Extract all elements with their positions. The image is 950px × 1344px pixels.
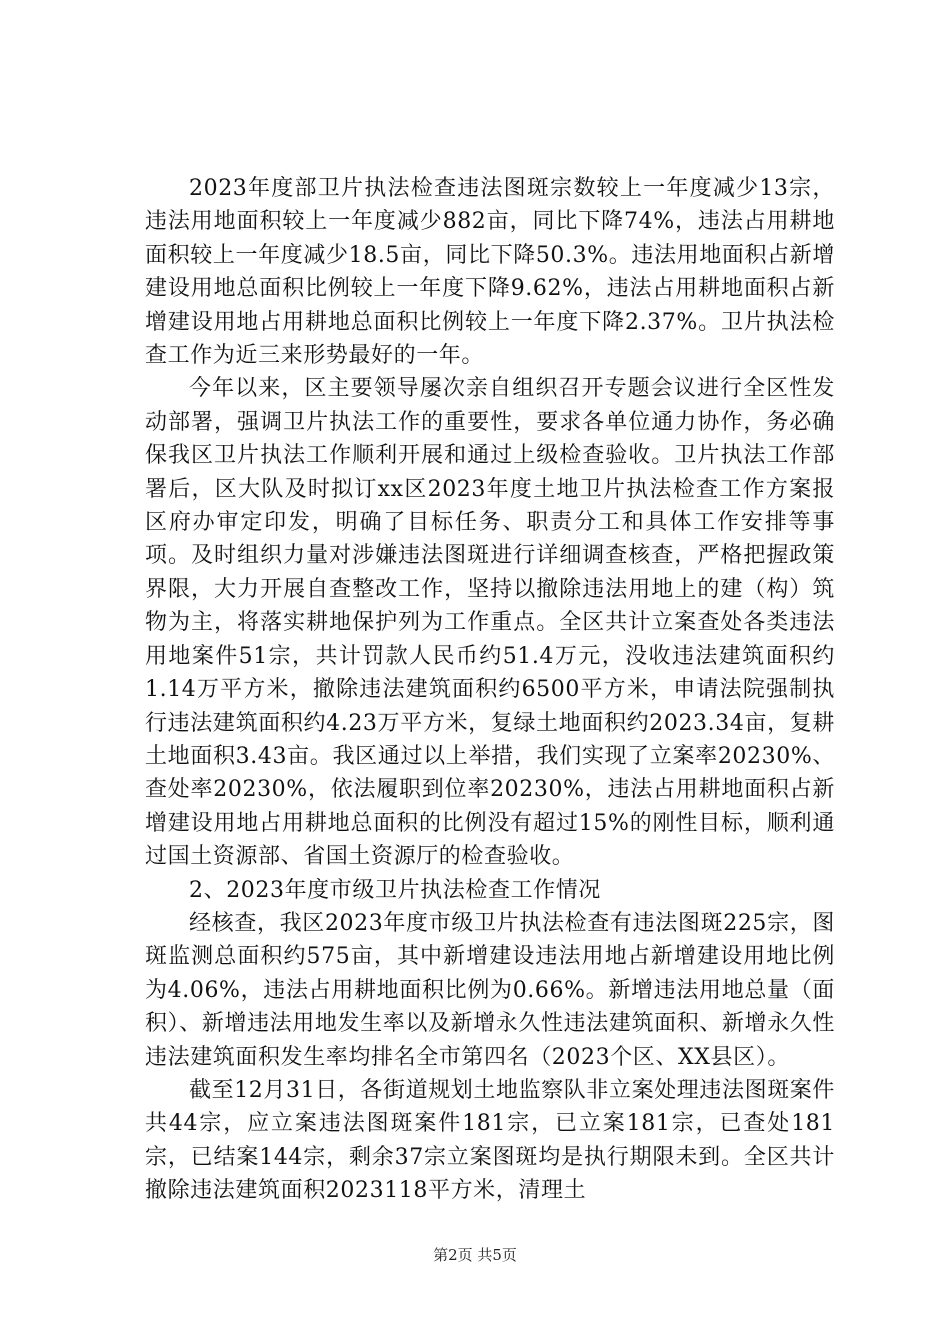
page-number-footer: 第2页 共5页 [433, 1246, 517, 1264]
section-heading-municipal-inspection: 2、2023年度市级卫片执法检查工作情况 [189, 877, 601, 903]
paragraph-municipal-inspection-results: 经核查，我区2023年度市级卫片执法检查有违法图斑225宗，图斑监测总面积约575亩，其中新增建设违法用地占新增建设用地比例为4.06%，违法占用耕地面积比例为0.66%。新增违法用地总量（面积）、新增违法用地发生率以及新增永久性违法建筑面积、新增永久性违法建筑面积发生率均排名全市第四名（2023个区、XX县区）。 [145, 910, 835, 1070]
paragraph-district-deployment: 今年以来，区主要领导屡次亲自组织召开专题会议进行全区性发动部署，强调卫片执法工作的重要性，要求各单位通力协作，务必确保我区卫片执法工作顺利开展和通过上级检查验收。卫片执法工作部署后，区大队及时拟订xx区2023年度土地卫片执法检查工作方案报区府办审定印发，明确了目标任务、职责分工和具体工作安排等事项。及时组织力量对涉嫌违法图斑进行详细调查核查，严格把握政策界限，大力开展自查整改工作，坚持以撤除违法用地上的建（构）筑物为主，将落实耕地保护列为工作重点。全区共计立案查处各类违法用地案件51宗，共计罚款人民币约51.4万元，没收违法建筑面积约1.14万平方米，撤除违法建筑面积约6500平方米，申请法院强制执行违法建筑面积约4.23万平方米，复绿土地面积约2023.34亩，复耕土地面积3.43亩。我区通过以上举措，我们实现了立案率20230%、查处率20230%，依法履职到位率20230%，违法占用耕地面积占新增建设用地占用耕地总面积的比例没有超过15%的刚性目标，顺利通过国土资源部、省国土资源厅的检查验收。 [145, 376, 835, 870]
document-body [145, 172, 835, 1208]
paragraph-2023-ministry-results: 2023年度部卫片执法检查违法图斑宗数较上一年度减少13宗，违法用地面积较上一年度减少882亩，同比下降74%，违法占用耕地面积较上一年度减少18.5亩，同比下降50.3%。违法用地面积占新增建设用地总面积比例较上一年度下降9.62%，违法占用耕地面积占新增建设用地占用耕地总面积比例较上一年度下降2.37%。卫片执法检查工作为近三来形势最好的一年。 [145, 176, 835, 369]
paragraph-case-handling-status: 截至12月31日，各街道规划土地监察队非立案处理违法图斑案件共44宗，应立案违法图斑案件181宗，已立案181宗，已查处181宗，已结案144宗，剩余37宗立案图斑均是执行期限未到。全区共计撤除违法建筑面积2023118平方米，清理土 [145, 1077, 835, 1204]
